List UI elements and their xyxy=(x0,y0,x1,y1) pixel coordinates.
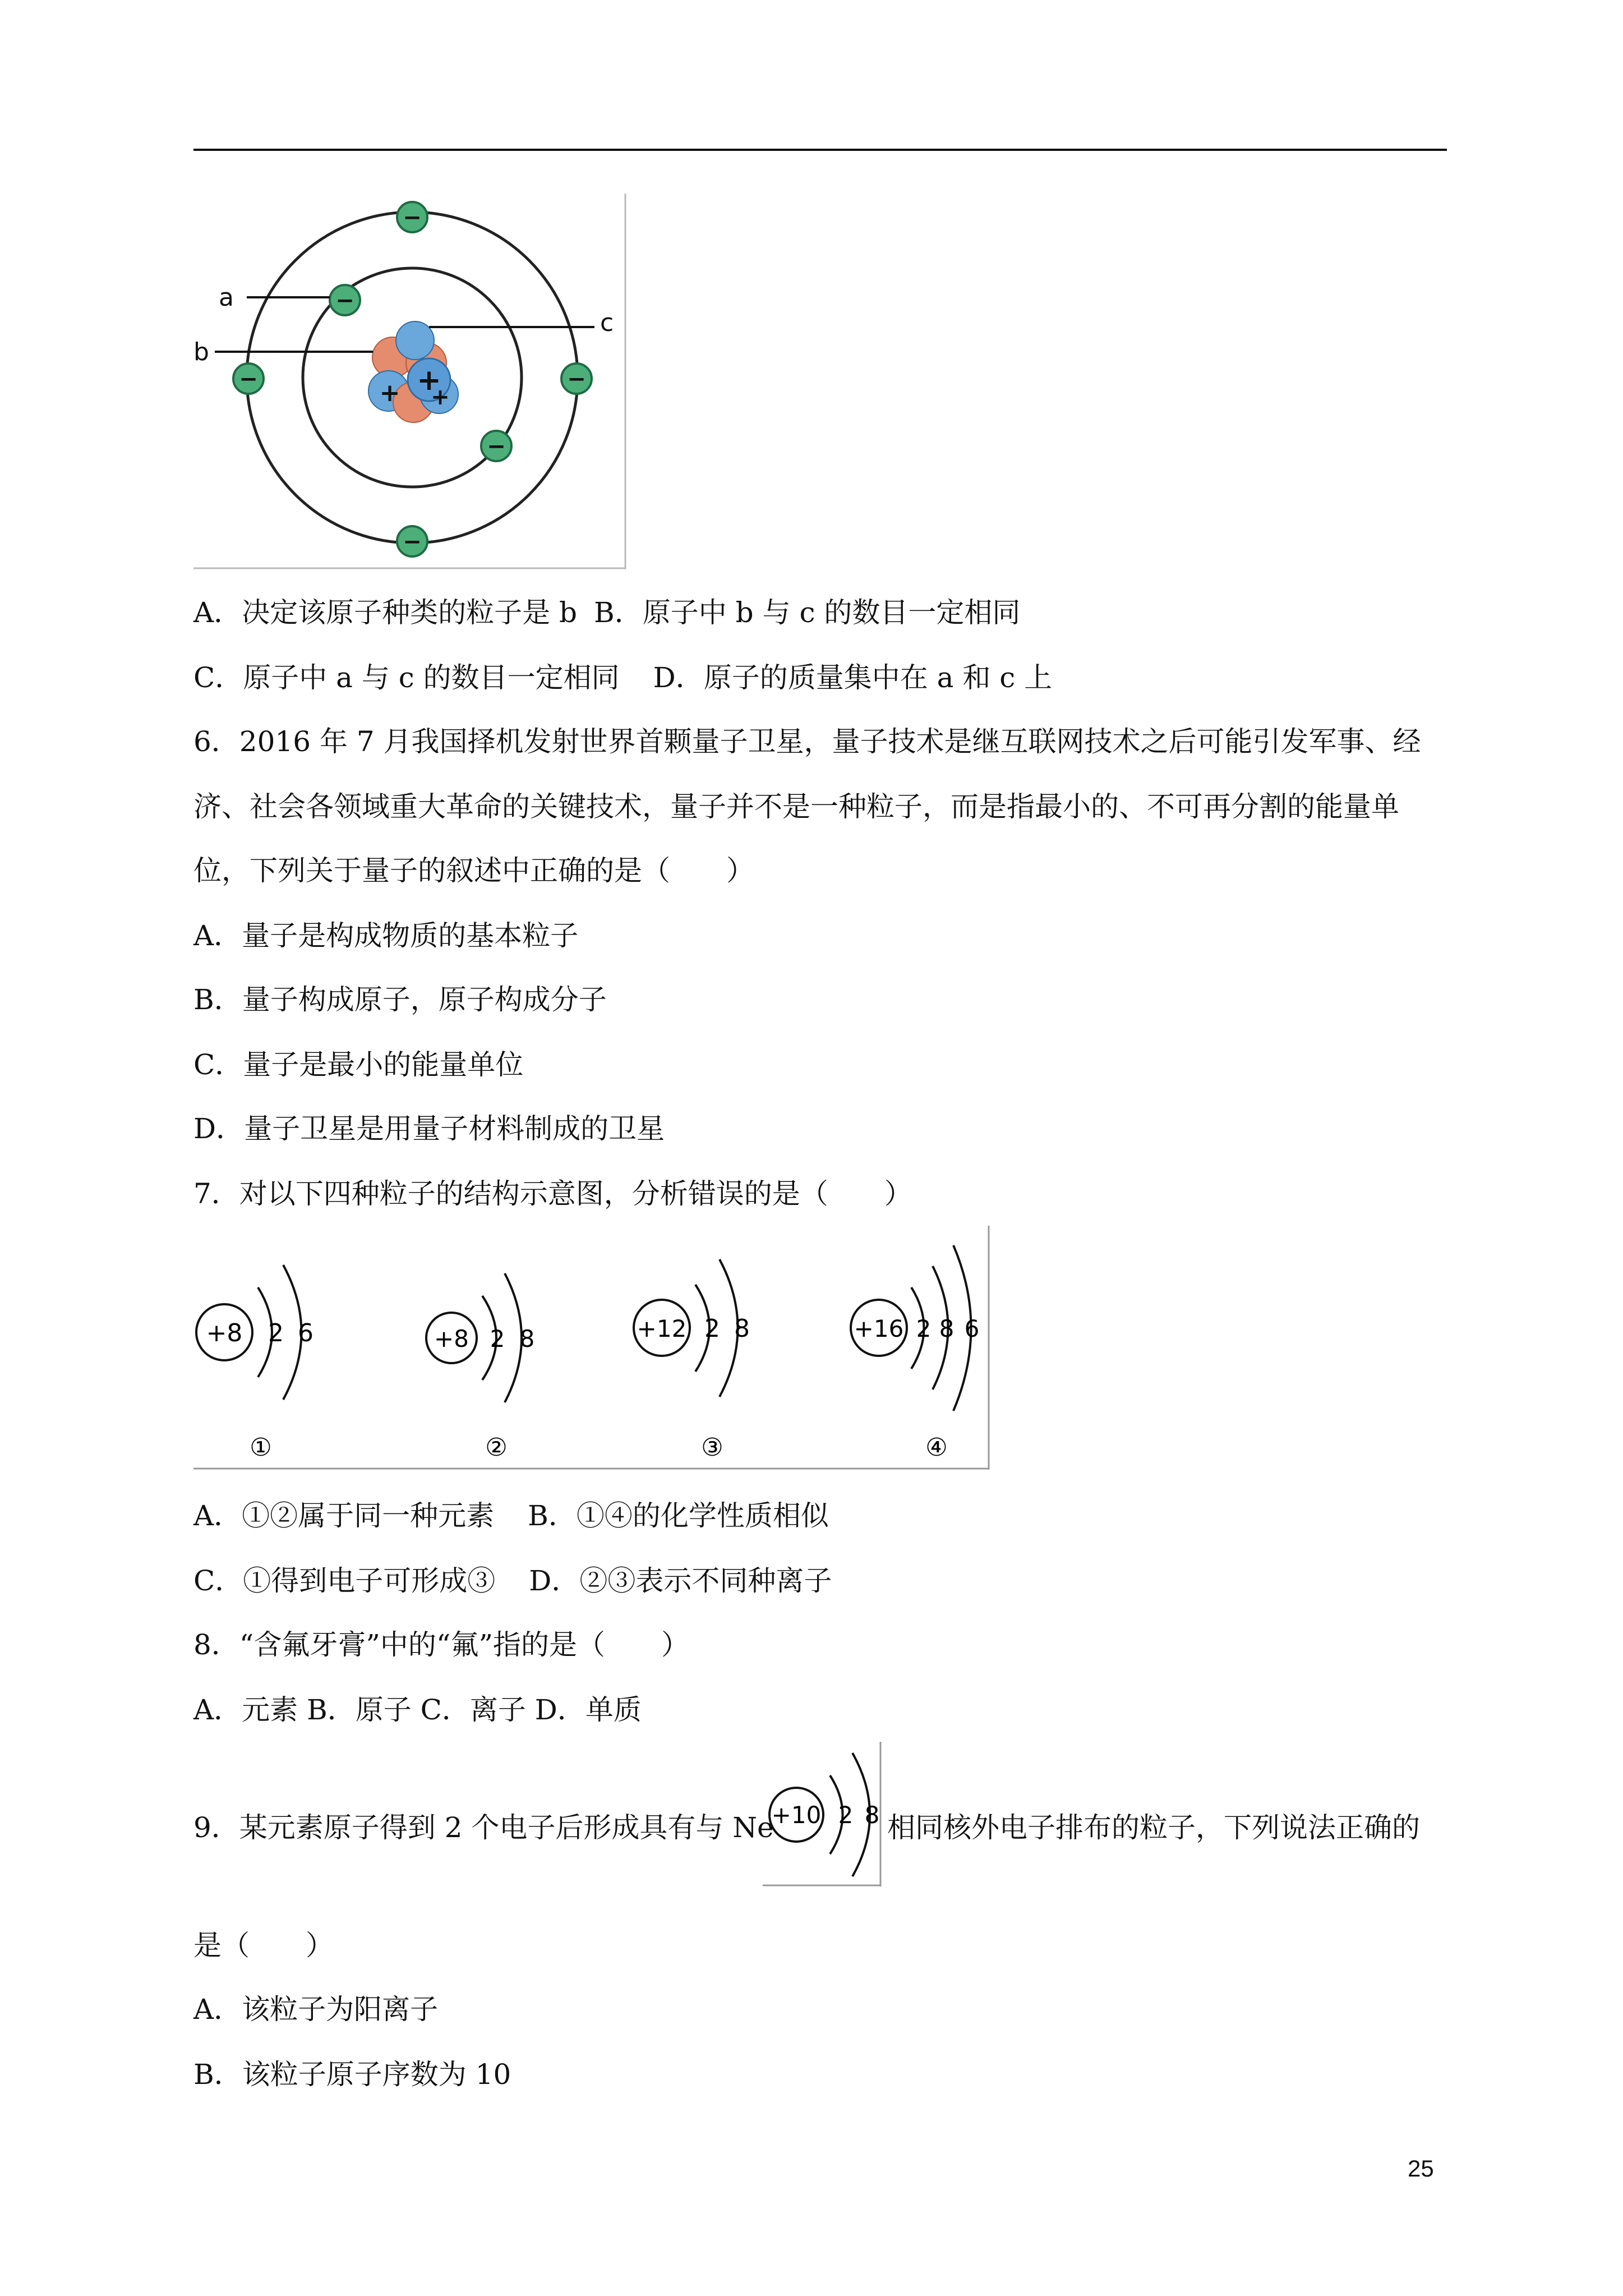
q8-stem: 8．“含氟牙膏”中的“氟”指的是（ ） xyxy=(193,1628,690,1661)
electron xyxy=(561,364,592,394)
svg-text:−: − xyxy=(335,288,354,314)
electron-count: 2 xyxy=(916,1315,932,1342)
header-rule xyxy=(193,149,1447,151)
q6-option-c: C．量子是最小的能量单位 xyxy=(193,1048,524,1081)
diagram-3 xyxy=(634,1259,750,1462)
q5-option-row-ab xyxy=(193,596,1020,629)
q7-option-c: C．①得到电子可形成③ xyxy=(193,1565,496,1597)
diagram-label: ④ xyxy=(925,1433,948,1462)
q6-option-a: A．量子是构成物质的基本粒子 xyxy=(193,919,579,952)
q7-option-row-ab xyxy=(193,1499,829,1533)
q7-option-d: D．②③表示不同种离子 xyxy=(529,1565,832,1597)
electron-count: 8 xyxy=(519,1325,535,1352)
nucleus-charge: +8 xyxy=(434,1325,469,1352)
svg-text:−: − xyxy=(403,205,422,231)
electron xyxy=(233,364,264,394)
svg-text:−: − xyxy=(487,434,506,459)
nucleus xyxy=(368,321,458,422)
svg-text:−: − xyxy=(567,366,586,392)
q9-option-a: A．该粒子为阳离子 xyxy=(193,1993,439,2026)
q5-option-c: C．原子中 a 与 c 的数目一定相同 xyxy=(193,661,620,694)
q9-stem-before: 9．某元素原子得到 2 个电子后形成具有与 Ne xyxy=(193,1811,774,1844)
electron-count: 8 xyxy=(734,1314,750,1343)
nucleus-charge: +10 xyxy=(771,1801,822,1829)
q6-option-d: D．量子卫星是用量子材料制成的卫星 xyxy=(193,1112,665,1145)
atom-structure-figure xyxy=(193,194,631,569)
electron-count: 6 xyxy=(298,1319,313,1347)
proton-mark: + xyxy=(431,384,450,410)
q5-option-b: B．原子中 b 与 c 的数目一定相同 xyxy=(594,596,1021,629)
electron-count: 6 xyxy=(964,1315,980,1342)
diagram-1 xyxy=(196,1265,313,1462)
diagram-label: ② xyxy=(485,1433,508,1462)
electron xyxy=(481,431,511,461)
electron-count: 2 xyxy=(490,1325,505,1352)
nucleus-charge: +8 xyxy=(206,1319,243,1347)
electron-count: 8 xyxy=(939,1315,955,1342)
q5-option-a: A．决定该原子种类的粒子是 b xyxy=(193,596,578,629)
q9-stem-after: 相同核外电子排布的粒子，下列说法正确的 xyxy=(887,1811,1420,1844)
label-a: a xyxy=(219,283,234,312)
diagram-4 xyxy=(851,1245,979,1462)
q5-option-d: D．原子的质量集中在 a 和 c 上 xyxy=(653,661,1053,694)
electron xyxy=(330,285,360,315)
nucleus-charge: +16 xyxy=(854,1315,904,1342)
label-c: c xyxy=(600,309,614,337)
page-number: 25 xyxy=(1408,2155,1434,2182)
electron-count: 2 xyxy=(704,1314,720,1343)
q6-option-b: B．量子构成原子，原子构成分子 xyxy=(193,983,607,1016)
q6-stem-line-3: 位，下列关于量子的叙述中正确的是（ ） xyxy=(193,854,754,887)
q7-option-b: B．①④的化学性质相似 xyxy=(528,1499,829,1532)
nucleus-charge: +12 xyxy=(637,1315,687,1342)
q7-stem: 7．对以下四种粒子的结构示意图，分析错误的是（ ） xyxy=(193,1177,912,1210)
proton-mark: + xyxy=(379,379,400,407)
particle-structure-diagrams xyxy=(193,1226,990,1470)
diagram-label: ③ xyxy=(701,1433,723,1462)
svg-text:−: − xyxy=(403,529,422,555)
electron-count: 2 xyxy=(268,1319,284,1347)
electron xyxy=(397,526,427,556)
q5-option-row-cd xyxy=(193,661,1052,694)
svg-text:−: − xyxy=(239,366,258,392)
q6-stem-line-1: 6．2016 年 7 月我国择机发射世界首颗量子卫星，量子技术是继互联网技术之后可能引发军事、经 xyxy=(193,725,1421,758)
q6-stem-line-2: 济、社会各领域重大革命的关键技术，量子并不是一种粒子，而是指最小的、不可再分割的能量单 xyxy=(193,790,1399,823)
q7-option-row-cd xyxy=(193,1564,832,1598)
q7-option-a: A．①②属于同一种元素 xyxy=(193,1499,495,1532)
diagram-2 xyxy=(426,1273,534,1462)
q9-stem-line-2: 是（ ） xyxy=(193,1929,334,1962)
proton-mark: + xyxy=(417,364,441,397)
diagram-label: ① xyxy=(250,1433,272,1462)
q9-option-b: B．该粒子原子序数为 10 xyxy=(193,2058,511,2091)
electron-count: 8 xyxy=(864,1801,880,1829)
electron xyxy=(397,202,427,232)
q8-options: A．元素 B．原子 C．离子 D．单质 xyxy=(193,1694,642,1726)
ne-structure-diagram xyxy=(763,1742,886,1888)
electron-count: 2 xyxy=(838,1801,854,1829)
label-b: b xyxy=(193,338,209,366)
